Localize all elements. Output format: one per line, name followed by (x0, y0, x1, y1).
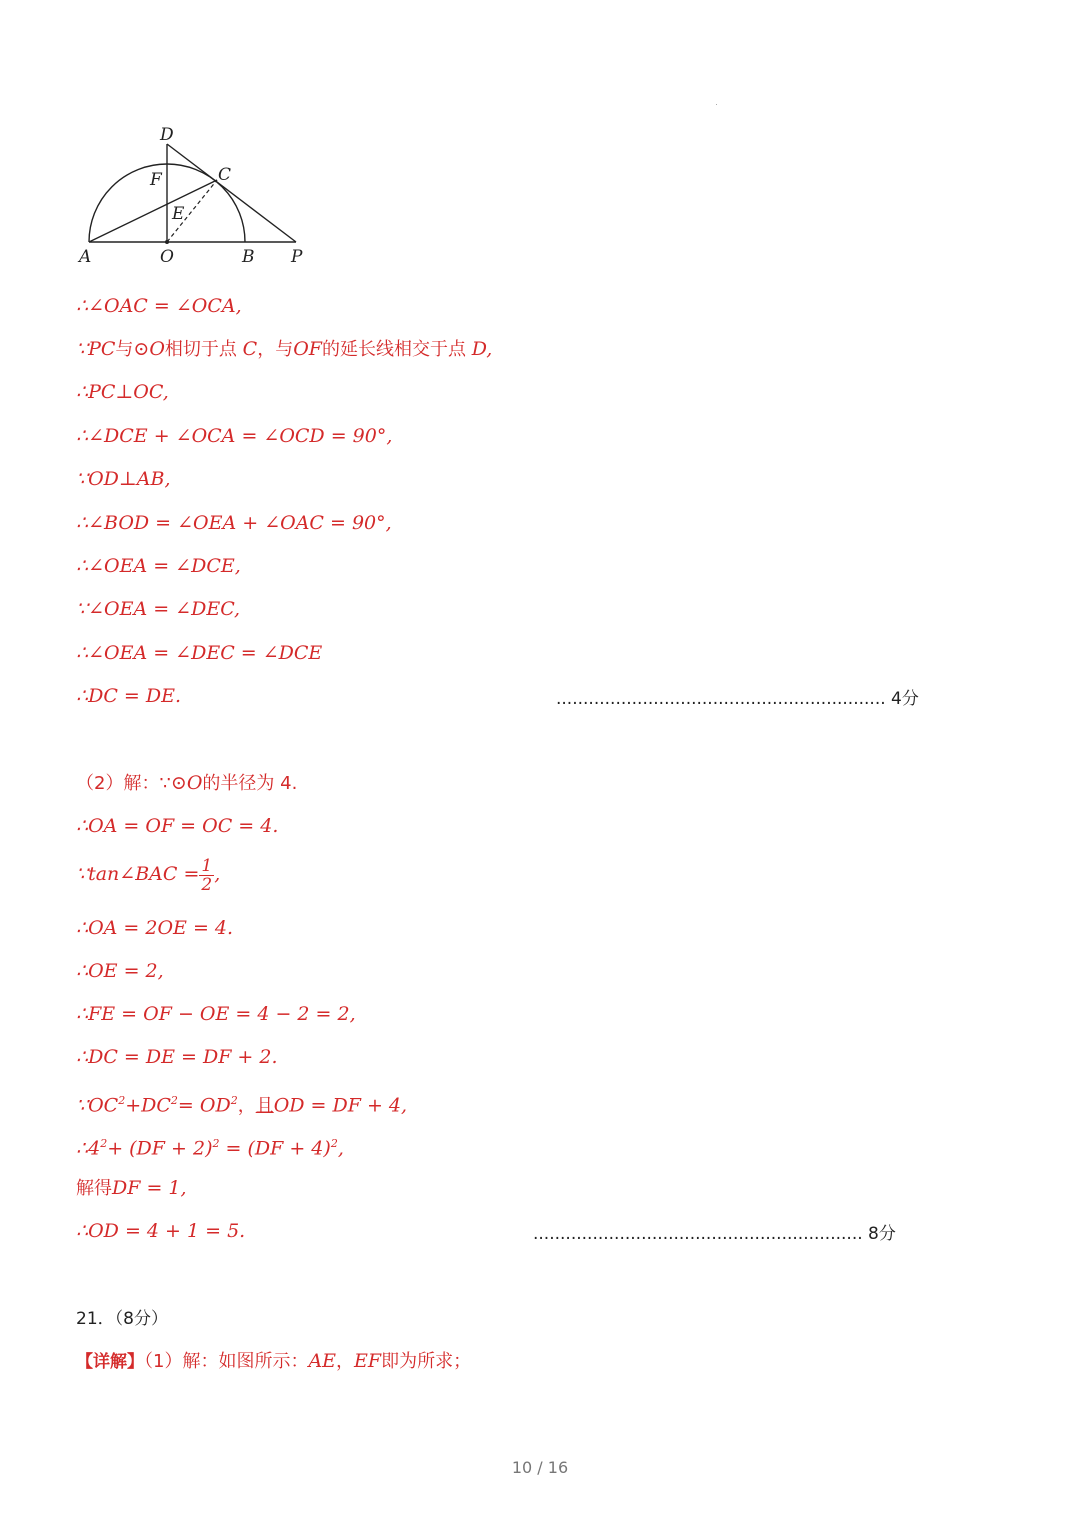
label-P: P (291, 247, 303, 267)
proof-line: $\because OC^2+DC^2= OD^2$，且OD = DF + 4, (76, 1094, 408, 1117)
page-number: 10 / 16 (511, 1458, 569, 1477)
label-A: A (79, 247, 92, 267)
fraction: $\frac{1}{2}$ (201, 855, 213, 895)
proof-line: ∴DC = DE. (76, 685, 182, 707)
proof-line: ∴OE = 2, (76, 960, 164, 982)
segment-DP (167, 144, 296, 242)
label-O: O (160, 247, 174, 267)
geometry-figure (70, 118, 320, 278)
proof-line: ∴FE = OF − OE = 4 − 2 = 2, (76, 1003, 356, 1025)
proof-line: ∴∠OEA = ∠DCE, (76, 555, 241, 577)
proof-line: ∵OD⊥AB, (76, 468, 171, 490)
label-F: F (150, 170, 162, 190)
proof-line: ∴∠OEA = ∠DEC = ∠DCE (76, 642, 323, 664)
part2-heading: （2）解：∵⊙O的半径为 4. (76, 772, 298, 794)
proof-line: ∴PC⊥OC, (76, 381, 169, 403)
proof-line: ∴∠OAC = ∠OCA, (76, 295, 242, 317)
label-C: C (218, 165, 232, 185)
proof-line: ∴∠BOD = ∠OEA + ∠OAC = 90°, (76, 512, 392, 534)
proof-line: ∵∠OEA = ∠DEC, (76, 598, 241, 620)
score-marker: ............................................................. 4分 (556, 689, 919, 709)
detail-line: 【详解】（1）解：如图所示：AE，EF即为所求； (76, 1350, 472, 1372)
proof-line: ∴DC = DE = DF + 2. (76, 1046, 278, 1068)
proof-line: ∴OD = 4 + 1 = 5. (76, 1220, 246, 1242)
proof-line: 解得DF = 1, (76, 1177, 187, 1199)
proof-line: ∴OA = 2OE = 4. (76, 917, 234, 939)
proof-line: $\therefore 4^2+ (DF + 2)^2 = (DF + 4)^2$, (76, 1137, 344, 1160)
proof-line: ∴∠DCE + ∠OCA = ∠OCD = 90°, (76, 425, 393, 447)
proof-line: ∵tan∠BAC = $\frac{1}{2}$ , (76, 855, 221, 895)
point-O (165, 240, 169, 244)
proof-line: ∵PC与⊙O相切于点 C，与OF的延长线相交于点 D, (76, 338, 493, 360)
score-marker: ............................................................. 8分 (533, 1224, 896, 1244)
label-B: B (242, 247, 255, 267)
stray-dot (716, 104, 717, 105)
question-title: 21．（8分） (76, 1309, 168, 1329)
label-E: E (172, 204, 185, 224)
proof-line: ∴OA = OF = OC = 4. (76, 815, 279, 837)
label-D: D (160, 125, 174, 145)
